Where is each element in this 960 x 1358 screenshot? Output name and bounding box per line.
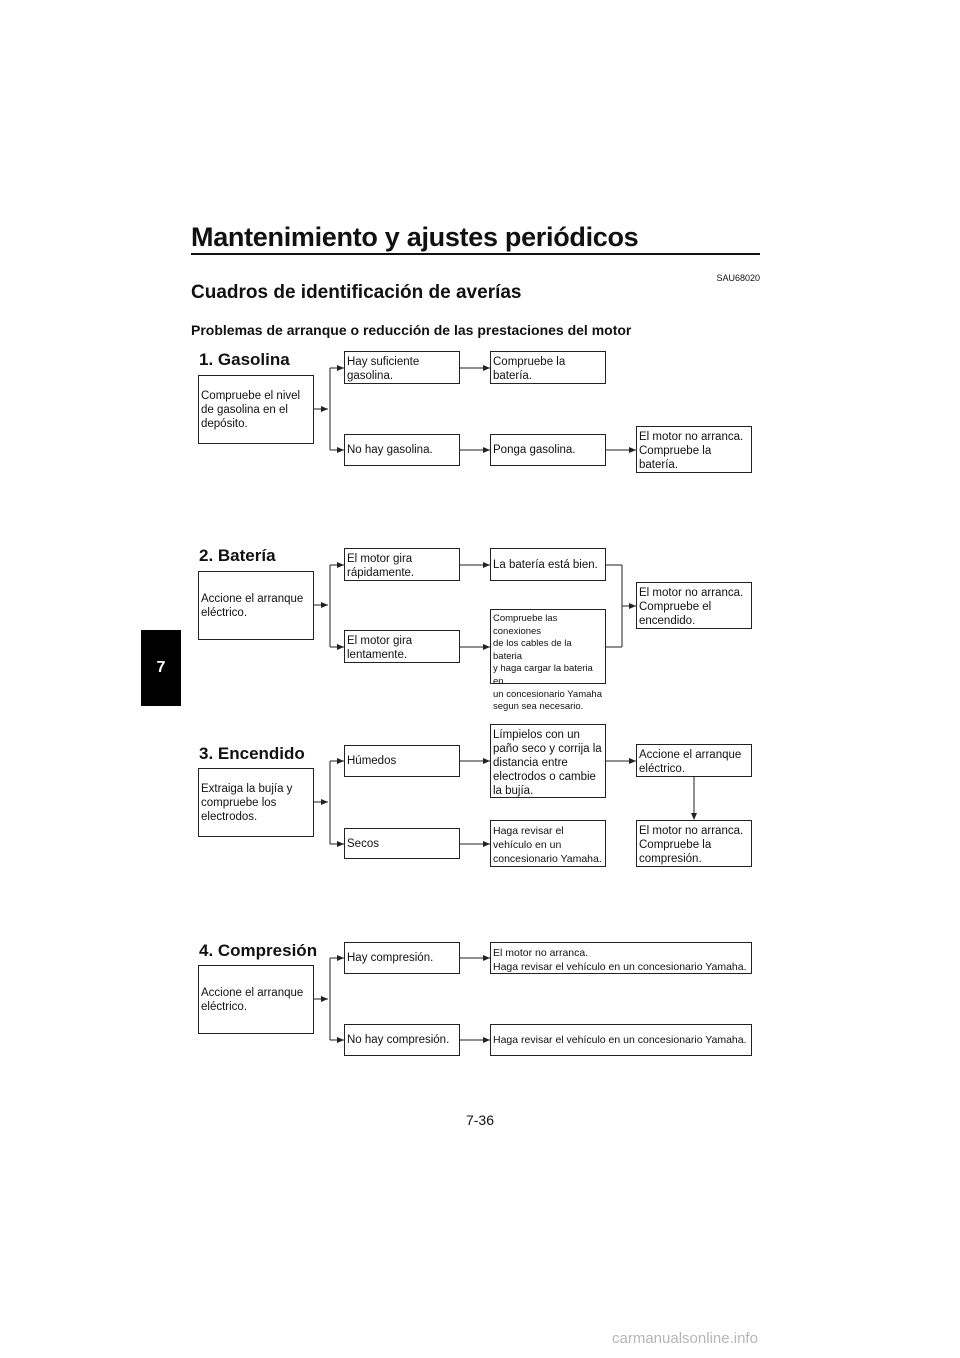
arrowhead [337,644,344,650]
arrowhead [337,562,344,568]
action-box-revisar-concesionario: Haga revisar el vehículo en un concesionario Yamaha. [490,820,606,867]
arrowhead [483,1037,490,1043]
chapter-tab: 7 [141,630,181,706]
condition-box-no-gasolina: No hay gasolina. [344,434,460,466]
action-box-compruebe-conexiones: Compruebe las conexiones de los cables de la bateria y haga cargar la bateria en un concesionario Yamaha segun sea necesario. [490,609,606,684]
watermark: carmanualsonline.info [612,1330,758,1347]
group-title-gasolina: 1. Gasolina [199,350,290,369]
arrowhead [483,644,490,650]
condition-box-no-compresion: No hay compresión. [344,1024,460,1056]
arrowhead [337,447,344,453]
check-box-compresion: Accione el arranque eléctrico. [198,965,314,1034]
action-box-revisar-vehiculo: Haga revisar el vehículo en un concesionario Yamaha. [490,1024,752,1056]
condition-box-gira-rapido: El motor gira rápidamente. [344,548,460,581]
arrowhead [321,602,328,608]
action-box-ponga-gasolina: Ponga gasolina. [490,434,606,466]
subtitle: Problemas de arranque o reducción de las prestaciones del motor [191,322,632,338]
arrowhead [483,562,490,568]
doc-code: SAU68020 [716,273,760,283]
group-title-bateria: 2. Batería [199,546,276,565]
arrowhead [629,447,636,453]
next-box-accione-arranque: Accione el arranque eléctrico. [636,744,752,777]
arrowhead [629,603,636,609]
arrowhead [321,996,328,1002]
action-box-bateria-bien: La batería está bien. [490,548,606,581]
page-title: Mantenimiento y ajustes periódicos [191,222,639,252]
condition-box-humedos: Húmedos [344,745,460,777]
check-box-encendido: Extraiga la bujía y compruebe los electrodos. [198,768,314,837]
arrowhead [691,813,697,820]
arrowhead [337,365,344,371]
arrowhead [483,447,490,453]
section-title: Cuadros de identificación de averías [191,282,522,303]
action-box-limpielos: Límpielos con un paño seco y corrija la distancia entre electrodos o cambie la bujía. [490,724,606,798]
action-box-compruebe-bateria: Compruebe la batería. [490,351,606,384]
condition-box-secos: Secos [344,828,460,859]
arrowhead [483,758,490,764]
check-box-bateria: Accione el arranque eléctrico. [198,571,314,640]
condition-box-hay-compresion: Hay compresión. [344,942,460,974]
arrowhead [337,955,344,961]
page-number: 7-36 [465,1112,495,1128]
arrowhead [321,799,328,805]
arrowhead [483,841,490,847]
arrowhead [629,758,636,764]
result-box-compruebe-encendido: El motor no arranca. Compruebe el encendido. [636,582,752,629]
arrowhead [321,406,328,412]
arrowhead [337,1037,344,1043]
arrowhead [483,365,490,371]
check-box-gasolina: Compruebe el nivel de gasolina en el depósito. [198,375,314,444]
result-box-compruebe-compresion: El motor no arranca. Compruebe la compresión. [636,820,752,867]
arrowhead [337,758,344,764]
arrowhead [483,955,490,961]
action-box-no-arranca-revisar: El motor no arranca. Haga revisar el vehículo en un concesionario Yamaha. [490,942,752,974]
group-title-encendido: 3. Encendido [199,744,305,763]
condition-box-gira-lento: El motor gira lentamente. [344,630,460,663]
group-title-compresion: 4. Compresión [199,941,318,960]
result-box-compruebe-bateria: El motor no arranca. Compruebe la batería. [636,426,752,473]
condition-box-hay-gasolina: Hay suficiente gasolina. [344,351,460,384]
arrowhead [337,841,344,847]
